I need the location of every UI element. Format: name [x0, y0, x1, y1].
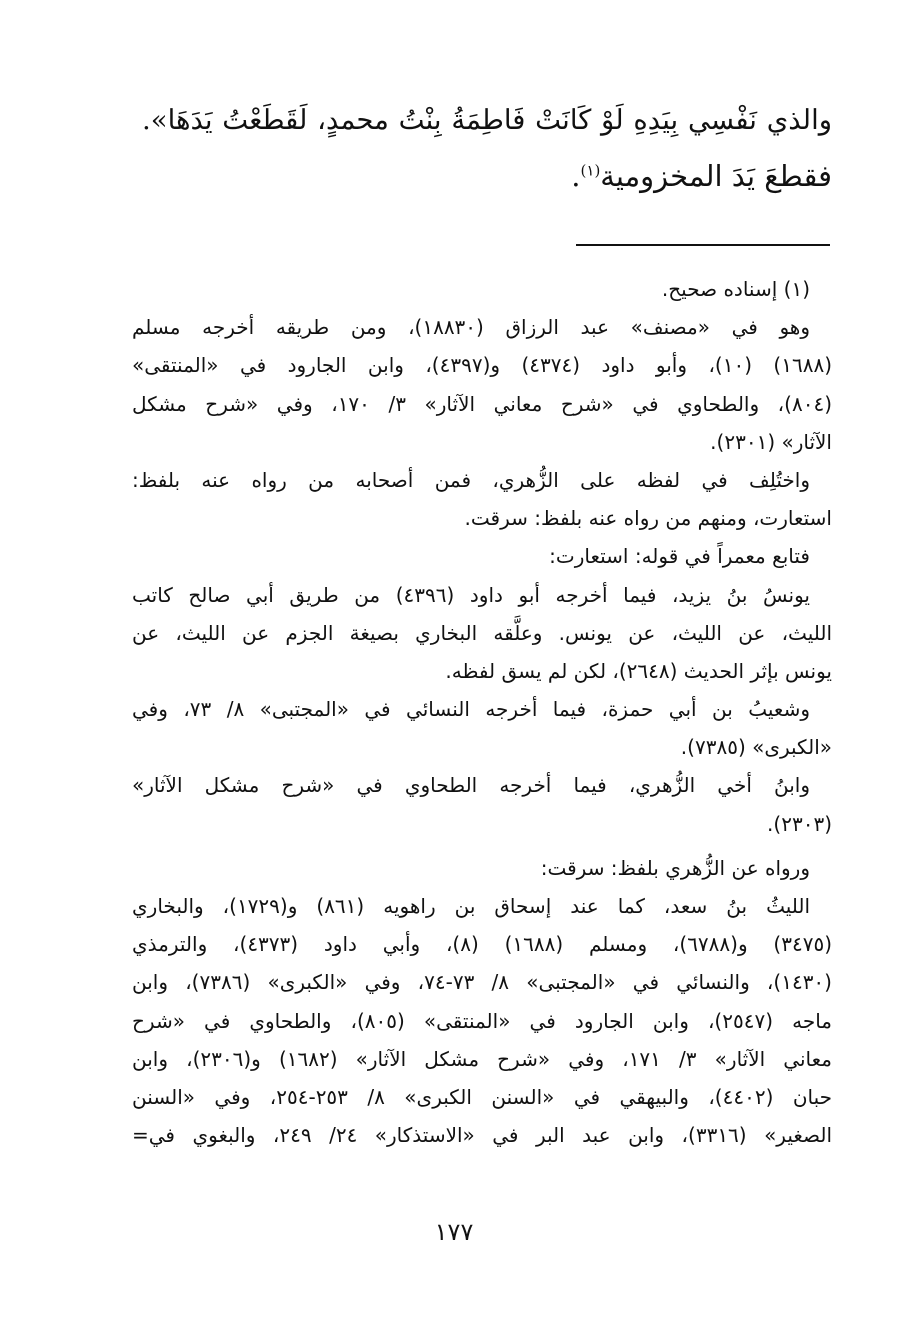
footnote-line: (١٦٨٨) (١٠)، وأبو داود (٤٣٧٤) و(٤٣٩٧)، وابن الجارود في «المنتقى» [132, 353, 832, 378]
footnote-line: (٢٣٠٣). [767, 811, 832, 836]
footnote-line: (٣٤٧٥) و(٦٧٨٨)، ومسلم (١٦٨٨) (٨)، وأبي داود (٤٣٧٣)، والترمذي [132, 932, 833, 957]
footnote-line: استعارت، ومنهم من رواه عنه بلفظ: سرقت. [464, 506, 832, 531]
footnote-line: الآثار» (٢٣٠١). [710, 429, 832, 454]
main-text-line-1: والذي نَفْسِي بِيَدِهِ لَوْ كَانَتْ فَاطِمَةُ بِنْتُ محمدٍ، لَقَطَعْتُ يَدَهَا». [142, 104, 832, 136]
footnote-line: ماجه (٢٥٤٧)، وابن الجارود في «المنتقى» (٨٠٥)، والطحاوي في «شرح [132, 1008, 832, 1033]
main-text-line-2-end: . [571, 159, 581, 193]
footnote-line: (٨٠٤)، والطحاوي في «شرح معاني الآثار» ٣/ ١٧٠، وفي «شرح مشكل [132, 391, 832, 416]
footnote-line: معاني الآثار» ٣/ ١٧١، وفي «شرح مشكل الآثار» (١٦٨٢) و(٢٣٠٦)، وابن [132, 1046, 832, 1071]
main-text-line-2 [142, 148, 832, 204]
footnotes [132, 270, 832, 1154]
footnote-line: الصغير» (٣٣١٦)، وابن عبد البر في «الاستذكار» ٢٤/ ٢٤٩، والبغوي في= [132, 1123, 833, 1148]
main-text-line-2-body: فقطعَ يَدَ المخزومية [600, 159, 832, 193]
footnote-separator [576, 244, 830, 246]
footnote-line: الليثُ بنُ سعد، كما عند إسحاق بن راهويه (٨٦١) و(١٧٢٩)، والبخاري [132, 894, 811, 918]
footnote-line: ورواه عن الزُّهري بلفظ: سرقت: [540, 855, 810, 880]
footnote-line: يونسُ بنُ يزيد، فيما أخرجه أبو داود (٤٣٩٦) من طريق أبي صالح كاتب [132, 582, 810, 607]
main-text [142, 92, 832, 204]
footnote-line: وهو في «مصنف» عبد الرزاق (١٨٨٣٠)، ومن طريقه أخرجه مسلم [132, 315, 810, 340]
footnote-line: (١٤٣٠)، والنسائي في «المجتبى» ٨/ ٧٣-٧٤، وفي «الكبرى» (٧٣٨٦)، وابن [132, 970, 832, 995]
footnote-line: وشعيبُ بن أبي حمزة، فيما أخرجه النسائي في «المجتبى» ٨/ ٧٣، وفي [132, 697, 810, 722]
footnote-line: واختُلِف في لفظه على الزُّهري، فمن أصحابه من رواه عنه بلفظ: [132, 467, 810, 492]
footnote-line: وابنُ أخي الزُّهري، فيما أخرجه الطحاوي في «شرح مشكل الآثار» [132, 773, 810, 798]
page-number: ١٧٧ [434, 1218, 474, 1246]
footnote-line: الليث، عن الليث، عن يونس. وعلَّقه البخاري بصيغة الجزم عن الليث، عن [132, 620, 832, 645]
footnote-line: (١) إسناده صحيح. [661, 277, 810, 301]
footnote-line: «الكبرى» (٧٣٨٥). [680, 735, 832, 760]
footnote-line: حبان (٤٤٠٢)، والبيهقي في «السنن الكبرى» ٨/ ٢٥٣-٢٥٤، وفي «السنن [132, 1084, 833, 1109]
footnote-line: فتابع معمراً في قوله: استعارت: [549, 544, 810, 569]
footnote-marker: (١) [580, 161, 601, 180]
footnote-line: يونس بإثر الحديث (٢٦٤٨)، لكن لم يسق لفظه. [445, 658, 832, 683]
